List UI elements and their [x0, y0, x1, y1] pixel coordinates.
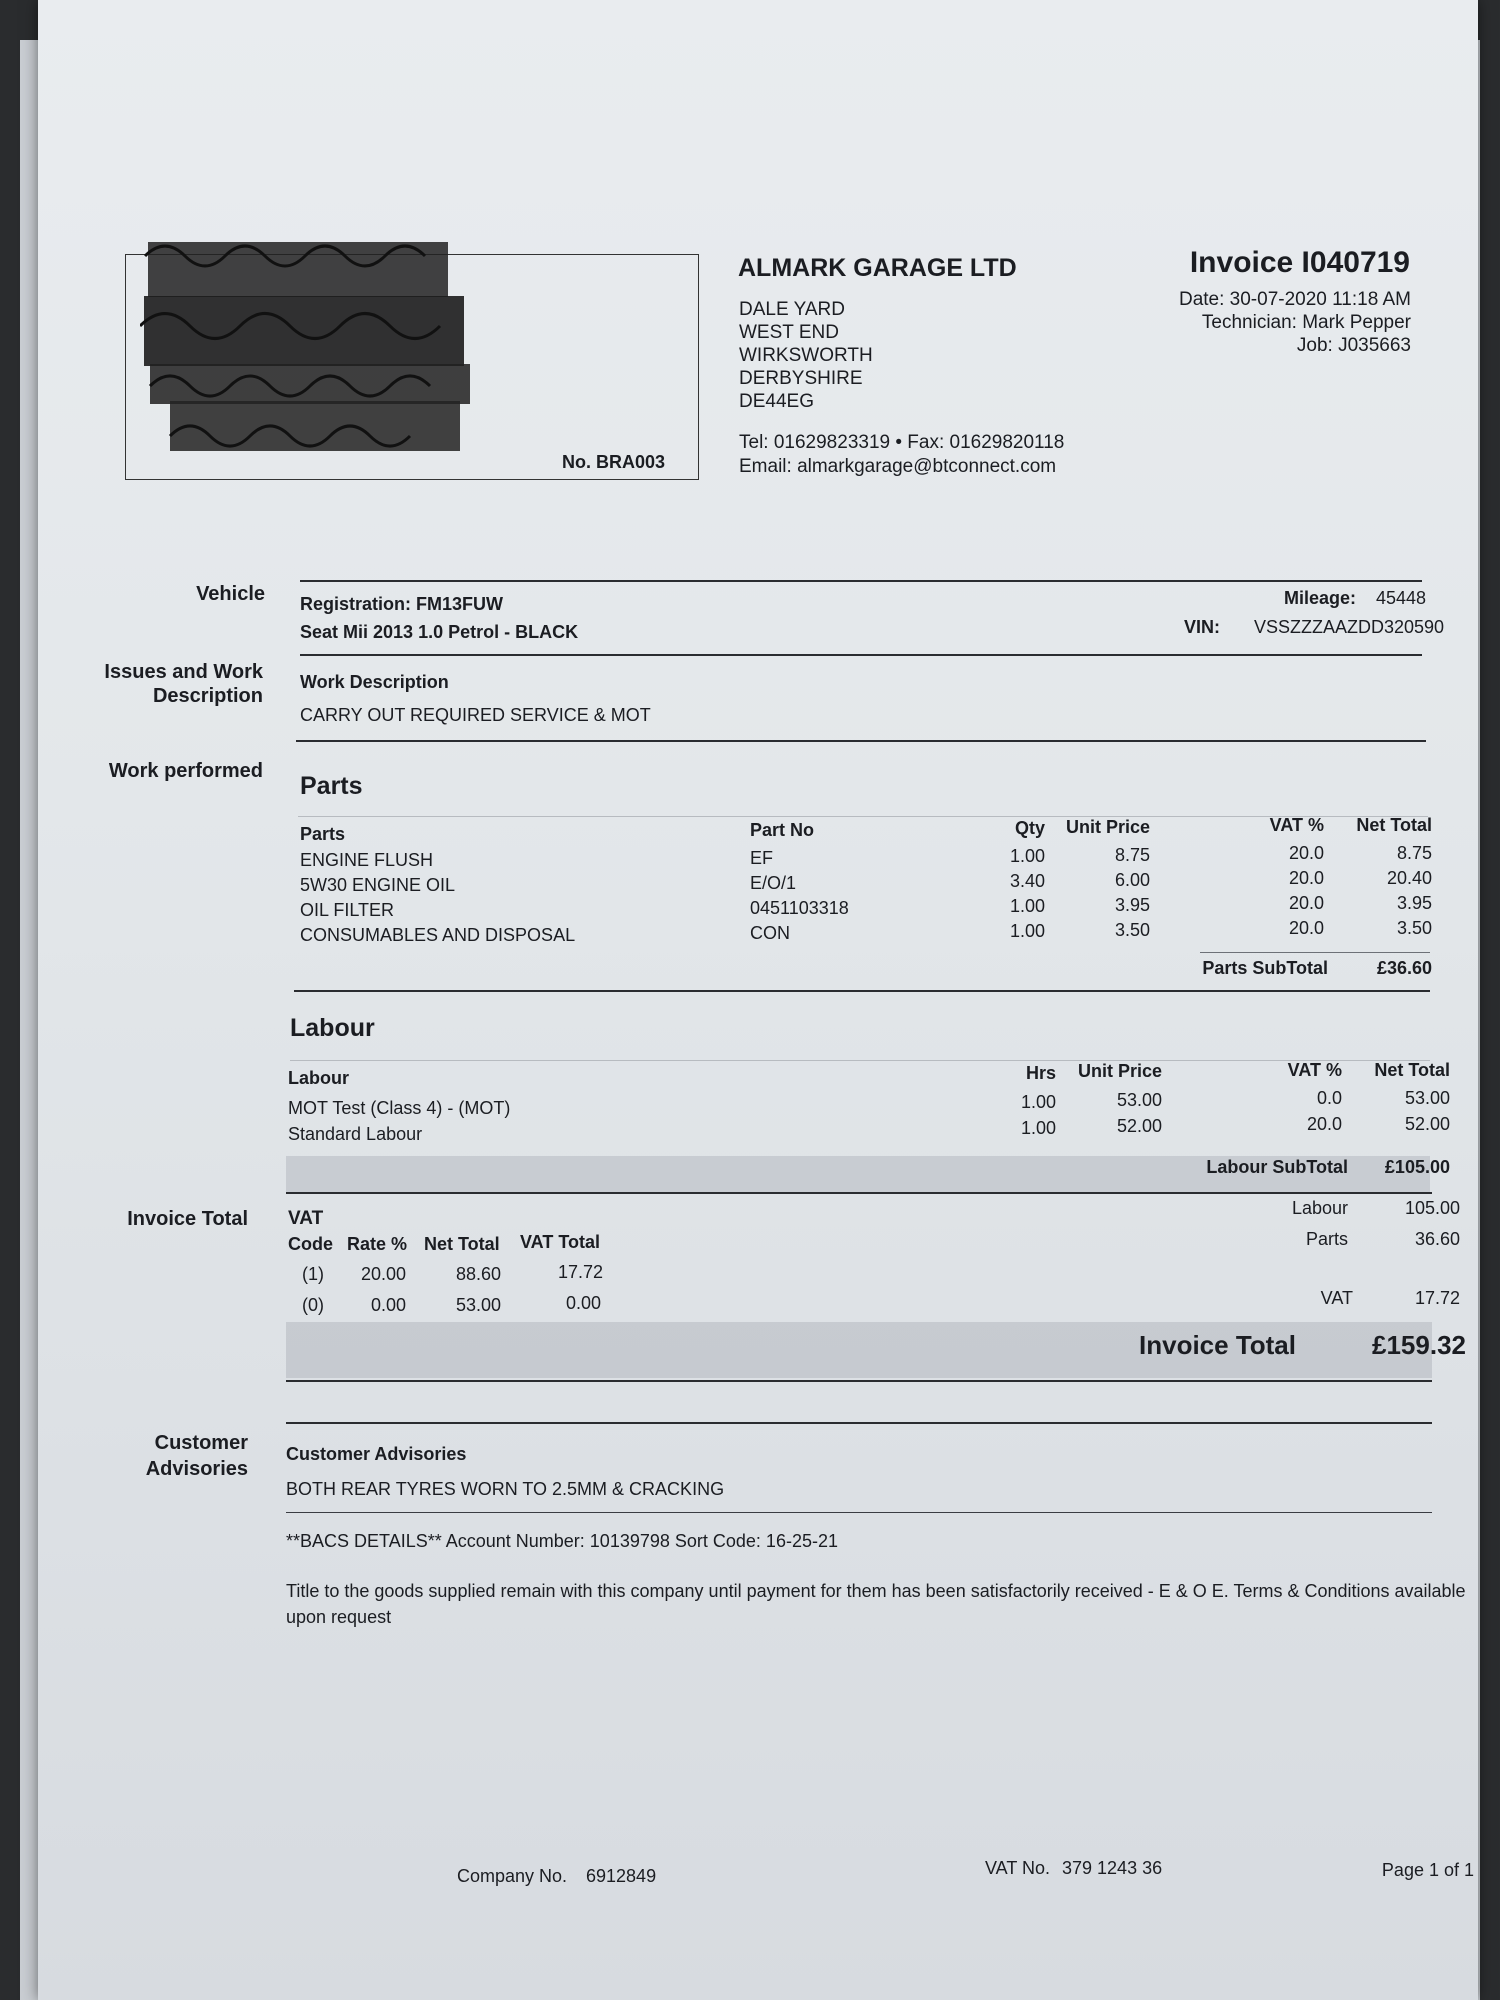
vat-code: (0) — [302, 1295, 324, 1315]
parts-header-qty: Qty — [1014, 818, 1045, 838]
totals-labour-label: Labour — [1291, 1198, 1348, 1218]
vat-total: 17.72 — [558, 1262, 604, 1282]
part-number: 0451103318 — [750, 898, 849, 918]
vat-net: 88.60 — [456, 1264, 502, 1284]
part-net: 8.75 — [1396, 843, 1432, 863]
part-number: EF — [750, 848, 774, 868]
address-line: WIRKSWORTH — [739, 345, 873, 366]
company-email: Email: almarkgarage@btconnect.com — [739, 456, 1057, 477]
logo-box-number: No. BRA003 — [562, 452, 666, 472]
parts-header-net: Net Total — [1356, 815, 1432, 835]
part-vat: 20.0 — [1288, 893, 1324, 913]
label-advisories — [146, 1430, 248, 1482]
labour-subtotal: £105.00 — [1384, 1157, 1450, 1177]
vat-header-code: Code — [288, 1234, 333, 1254]
part-name: OIL FILTER — [300, 900, 395, 920]
totals-vat: 17.72 — [1414, 1288, 1460, 1308]
work-text: CARRY OUT REQUIRED SERVICE & MOT — [300, 705, 651, 725]
label-advisories-line2: Advisories — [145, 1458, 248, 1480]
footer-vat-no-label: VAT No. — [985, 1858, 1051, 1878]
part-net: 3.50 — [1396, 918, 1432, 938]
terms-line: Title to the goods supplied remain with this company until payment for them has been satisfactorily received - E & O E. Terms & Conditions available — [286, 1581, 1466, 1601]
part-qty: 1.00 — [1009, 896, 1045, 916]
part-vat: 20.0 — [1288, 918, 1324, 938]
invoice-total-value: £159.32 — [1372, 1330, 1466, 1360]
divider — [300, 580, 1422, 582]
divider — [296, 740, 1426, 742]
label-advisories-line1: Customer — [154, 1432, 248, 1454]
parts-header-partno: Part No — [750, 820, 815, 840]
part-qty: 1.00 — [1009, 846, 1045, 866]
totals-parts-label: Parts — [1305, 1229, 1348, 1249]
part-net: 3.95 — [1396, 893, 1432, 913]
address-line: WEST END — [739, 322, 839, 343]
part-name: ENGINE FLUSH — [300, 850, 434, 870]
part-number: CON — [750, 923, 790, 943]
part-net: 20.40 — [1386, 868, 1432, 888]
totals-labour: 105.00 — [1404, 1198, 1460, 1218]
company-address — [739, 298, 873, 413]
work-heading: Work Description — [300, 672, 449, 692]
label-issues-line1: Issues and Work — [104, 661, 263, 683]
parts-subtotal: £36.60 — [1376, 958, 1432, 978]
vat-code: (1) — [302, 1264, 324, 1284]
footer-company-no: 6912849 — [586, 1866, 657, 1886]
vat-header-net: Net Total — [424, 1234, 500, 1254]
address-line: DE44EG — [739, 391, 814, 412]
vehicle-description: Seat Mii 2013 1.0 Petrol - BLACK — [300, 622, 579, 642]
part-number: E/O/1 — [750, 873, 797, 893]
label-issues — [104, 660, 263, 708]
vin-value: VSSZZZAAZDD320590 — [1254, 617, 1445, 637]
label-vehicle: Vehicle — [196, 583, 265, 605]
parts-title: Parts — [300, 772, 363, 800]
company-name: ALMARK GARAGE LTD — [738, 254, 1017, 282]
part-vat: 20.0 — [1288, 868, 1324, 888]
divider — [298, 816, 1428, 817]
vat-total: 0.00 — [566, 1293, 602, 1313]
address-line: DALE YARD — [739, 299, 845, 320]
footer-company-no-label: Company No. — [457, 1866, 568, 1886]
totals-parts: 36.60 — [1414, 1229, 1460, 1249]
labour-header-hrs: Hrs — [1025, 1063, 1056, 1083]
labour-title: Labour — [290, 1014, 375, 1042]
label-issues-line2: Description — [152, 685, 263, 707]
divider — [294, 990, 1430, 992]
vin-label: VIN: — [1184, 617, 1220, 637]
vat-header-rate: Rate % — [347, 1234, 408, 1254]
labour-net: 52.00 — [1404, 1114, 1450, 1134]
part-unit-price: 3.50 — [1114, 920, 1150, 940]
parts-header-name: Parts — [300, 824, 346, 844]
divider — [290, 1060, 1430, 1061]
parts-subtotal-label: Parts SubTotal — [1202, 958, 1328, 978]
invoice-job: Job: J035663 — [1296, 335, 1411, 356]
part-unit-price: 3.95 — [1114, 895, 1150, 915]
labour-unit-price: 52.00 — [1116, 1116, 1162, 1136]
vat-header-vat: VAT Total — [520, 1232, 600, 1252]
invoice-meta — [1179, 288, 1411, 357]
vat-rate: 0.00 — [371, 1295, 407, 1315]
divider — [286, 1192, 1432, 1194]
labour-name: Standard Labour — [288, 1124, 423, 1144]
divider — [286, 1380, 1432, 1382]
part-qty: 1.00 — [1009, 921, 1045, 941]
part-vat: 20.0 — [1288, 843, 1324, 863]
vat-net: 53.00 — [456, 1295, 502, 1315]
vat-title: VAT — [288, 1208, 324, 1229]
label-work-performed: Work performed — [108, 760, 263, 782]
labour-header-name: Labour — [288, 1068, 349, 1088]
label-invoice-total: Invoice Total — [127, 1208, 248, 1230]
invoice-total-label: Invoice Total — [1139, 1330, 1296, 1360]
terms-text — [286, 1578, 1466, 1630]
labour-header-unit: Unit Price — [1077, 1061, 1162, 1081]
divider — [300, 654, 1422, 656]
terms-line: upon request — [286, 1607, 392, 1627]
invoice-title: Invoice I040719 — [1189, 246, 1410, 279]
footer-page: Page 1 of 1 — [1381, 1860, 1474, 1880]
part-unit-price: 6.00 — [1114, 870, 1150, 890]
labour-name: MOT Test (Class 4) - (MOT) — [288, 1098, 511, 1118]
company-tel-fax: Tel: 01629823319 • Fax: 01629820118 — [739, 432, 1065, 453]
footer-vat-no: 379 1243 36 — [1062, 1858, 1163, 1878]
mileage-value: 45448 — [1376, 588, 1427, 608]
labour-subtotal-label: Labour SubTotal — [1206, 1157, 1348, 1177]
labour-net: 53.00 — [1404, 1088, 1450, 1108]
parts-header-unit: Unit Price — [1065, 817, 1150, 837]
divider — [1200, 952, 1430, 953]
totals-vat-label: VAT — [1320, 1288, 1353, 1308]
labour-header-net: Net Total — [1374, 1060, 1450, 1080]
advisories-text: BOTH REAR TYRES WORN TO 2.5MM & CRACKING — [286, 1479, 725, 1499]
parts-header-vat: VAT % — [1269, 815, 1324, 835]
labour-hrs: 1.00 — [1020, 1092, 1056, 1112]
redacted-logo-icon — [140, 236, 470, 461]
part-unit-price: 8.75 — [1114, 845, 1150, 865]
bacs-details: **BACS DETAILS** Account Number: 10139798 Sort Code: 16-25-21 — [286, 1531, 838, 1551]
divider — [286, 1512, 1432, 1513]
labour-hrs: 1.00 — [1020, 1118, 1056, 1138]
labour-vat: 20.0 — [1306, 1114, 1342, 1134]
invoice-technician: Technician: Mark Pepper — [1201, 312, 1411, 333]
vat-rate: 20.00 — [361, 1264, 407, 1284]
part-name: CONSUMABLES AND DISPOSAL — [300, 925, 576, 945]
labour-header-vat: VAT % — [1287, 1060, 1342, 1080]
address-line: DERBYSHIRE — [739, 368, 863, 389]
part-qty: 3.40 — [1009, 871, 1045, 891]
invoice-date: Date: 30-07-2020 11:18 AM — [1178, 289, 1411, 310]
divider — [286, 1422, 1432, 1424]
labour-vat: 0.0 — [1316, 1088, 1342, 1108]
advisories-heading: Customer Advisories — [286, 1444, 467, 1464]
labour-unit-price: 53.00 — [1116, 1090, 1162, 1110]
part-name: 5W30 ENGINE OIL — [300, 875, 456, 895]
vehicle-registration: Registration: FM13FUW — [300, 594, 504, 614]
mileage-label: Mileage: — [1284, 588, 1357, 608]
